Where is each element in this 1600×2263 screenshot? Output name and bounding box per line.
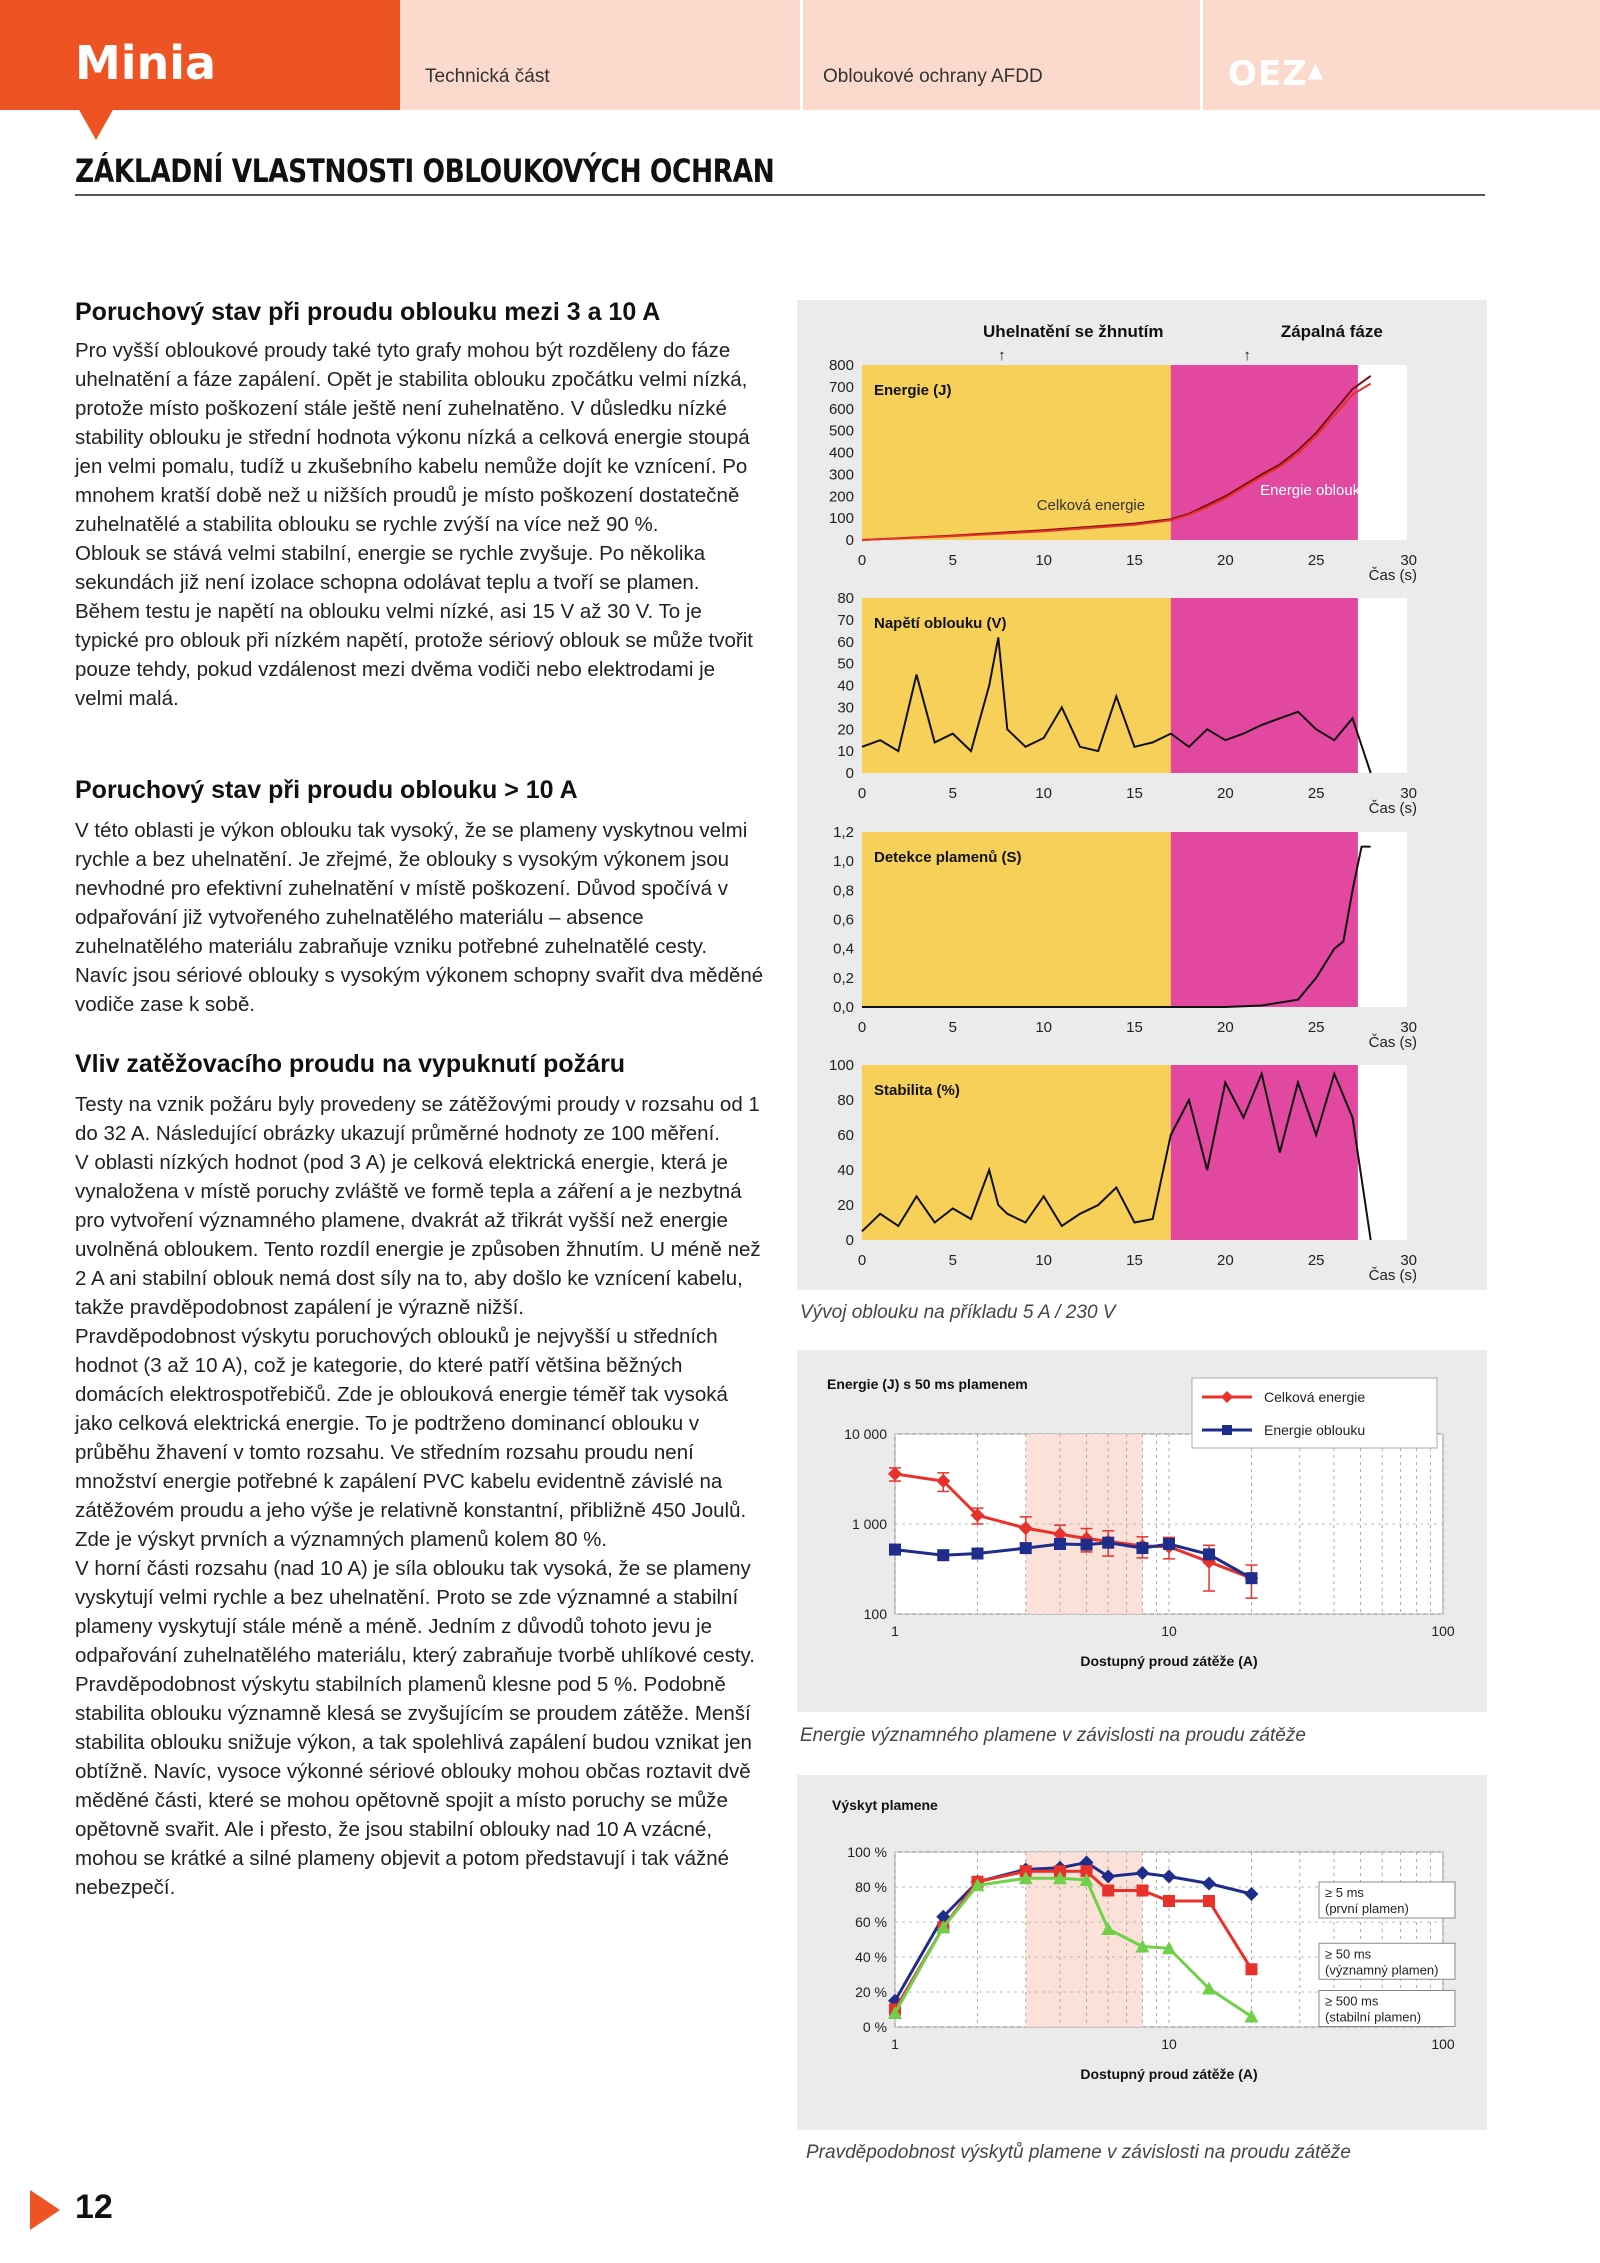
header-topic: Obloukové ochrany AFDD (823, 66, 1043, 87)
section-body (75, 816, 765, 1019)
x-tick-label: 30 (1400, 785, 1417, 802)
data-point (1245, 1572, 1257, 1584)
y-tick-label: 1 000 (851, 1516, 887, 1532)
x-tick-label: 20 (1216, 1019, 1234, 1036)
y-tick-label: 40 (837, 677, 854, 695)
x-tick-label: 10 (1035, 785, 1053, 802)
x-tick-label: 15 (1126, 785, 1143, 802)
series-label: Celková energie (1036, 497, 1146, 514)
y-tick-label: 0 (845, 1232, 854, 1249)
y-tick-label: 10 000 (844, 1426, 887, 1442)
chart-title: Stabilita (%) (874, 1082, 960, 1099)
series-label: ≥ 5 ms (1325, 1885, 1364, 1900)
y-tick-label: 0,8 (833, 882, 854, 900)
x-tick-label: 20 (1216, 552, 1234, 569)
data-point (1203, 1895, 1215, 1907)
x-tick-label: 1 (891, 2036, 899, 2052)
series-label: (stabilní plamen) (1325, 2009, 1422, 2025)
data-point (937, 1549, 949, 1561)
x-tick-label: 0 (857, 1252, 867, 1269)
data-point (1163, 1538, 1175, 1550)
x-tick-label: 5 (948, 1252, 958, 1269)
header-section: Technická část (425, 66, 550, 87)
y-tick-label: 300 (828, 466, 854, 484)
x-tick-label: 15 (1126, 1252, 1143, 1269)
y-tick-label: 50 (837, 655, 854, 673)
x-tick-label: 0 (857, 785, 867, 802)
x-tick-label: 10 (1035, 1019, 1053, 1036)
data-point (1245, 1963, 1257, 1975)
y-tick-label: 80 (837, 590, 854, 607)
chart-title: Napětí oblouku (V) (874, 615, 1007, 632)
x-tick-label: 10 (1161, 2036, 1177, 2052)
y-tick-label: 80 % (855, 1879, 887, 1895)
x-axis-label: Dostupný proud zátěže (A) (1080, 2066, 1258, 2082)
paragraph: V této oblasti je výkon oblouku tak vysoký, že se plameny vyskytnou velmi rychle a bez uhelnatění. Je zřejmé, že oblouky s vysokým výkonem jsou nevhodné pro efektivní zuhelnatění v místě poškození. Důvod spočívá v odpařování již vytvořeného zuhelnatělého materiálu – absence zuhelnatělého materiálu zabraňuje vzniku potřebné zuhelnatělé cesty. Navíc jsou sériové oblouky s vysokým výkonem schopny svařit dva měděné vodiče zase k sobě. (75, 819, 764, 1016)
x-tick-label: 25 (1307, 785, 1325, 802)
x-axis-label: Čas (s) (1368, 1034, 1417, 1051)
y-tick-label: 0,4 (833, 940, 854, 958)
page-number: 12 (75, 2188, 113, 2226)
paragraph: Testy na vznik požáru byly provedeny se zátěžovými proudy v rozsahu od 1 do 32 A. Následující obrázky ukazují průměrné hodnoty ze 100 měření. (75, 1093, 760, 1145)
section-body (75, 336, 765, 713)
arrow-icon: ↑ (998, 347, 1006, 364)
y-tick-label: 60 (837, 1127, 854, 1144)
header-divider (800, 0, 803, 110)
legend-marker (1222, 1425, 1232, 1435)
y-tick-label: 200 (828, 488, 854, 506)
x-axis-label: Dostupný proud zátěže (A) (1080, 1653, 1258, 1669)
post-test-area (1358, 365, 1407, 540)
x-tick-label: 15 (1126, 552, 1143, 569)
data-point (1054, 1538, 1066, 1550)
y-tick-label: 0 (845, 765, 854, 782)
title-rule (75, 194, 1485, 196)
x-tick-label: 30 (1400, 1019, 1417, 1036)
series-label: (první plamen) (1325, 1901, 1409, 1916)
paragraph: V horní části rozsahu (nad 10 A) je síla oblouku tak vysoká, že se plameny vyskytují velmi rychle a bez uhelnatění. Proto se zde významné a stabilní plameny vyskytují stále méně a méně. Jedním z důvodů tohoto jevu je odpařování zuhelnatělého materiálu, který zabraňuje tvorbě uhlíkové cesty. Pravděpodobnost výskytu stabilních plamenů klesne pod 5 %. Podobně stabilita oblouku významně klesá se zvyšujícím se proudem zátěže. Menší stabilita oblouku snižuje výkon, a tak spolehlivá zapálení budou vznikat jen obtížně. Navíc, vysoce výkonné sériové oblouky mohou občas roztavit dvě měděné části, které se mohou opětovně spojit a místo poruchy se může opětovně svařit. Ale i přesto, že jsou stabilní oblouky nad 10 A vzácné, mohou se krátké a silné plameny objevit a potom představují i tak vážné nebezpečí. (75, 1557, 755, 1899)
y-tick-label: 60 % (855, 1914, 887, 1930)
x-tick-label: 25 (1307, 1252, 1325, 1269)
phase-ignition-area (1171, 365, 1358, 540)
flame-occurrence-chart (797, 1775, 1487, 2130)
section-heading: Vliv zatěžovacího proudu na vypuknutí požáru (75, 1050, 626, 1078)
energy-chart (797, 1350, 1487, 1712)
y-tick-label: 100 (828, 1057, 854, 1074)
y-tick-label: 0,6 (833, 911, 854, 929)
x-tick-label: 100 (1431, 2036, 1455, 2052)
y-tick-label: 0 % (862, 2019, 887, 2035)
figure-caption: Pravděpodobnost výskytů plamene v závislosti na proudu zátěže (806, 2142, 1351, 2163)
figure-energy (797, 1350, 1487, 1712)
post-test-area (1358, 598, 1407, 773)
data-point (1203, 1548, 1215, 1560)
legend-label: Celková energie (1264, 1389, 1366, 1405)
chart-title: Energie (J) (874, 382, 952, 399)
x-tick-label: 0 (857, 1019, 867, 1036)
y-tick-label: 80 (837, 1092, 854, 1109)
page-number-marker (30, 2190, 60, 2230)
y-tick-label: 30 (837, 699, 854, 717)
x-tick-label: 5 (948, 785, 958, 802)
paragraph: V oblasti nízkých hodnot (pod 3 A) je celková elektrická energie, která je vynaložena v místě poruchy zvláště ve formě tepla a záření a je nezbytná pro vytvoření významného plamene, dvakrát až třikrát vyšší než energie uvolněná obloukem. Tento rozdíl energie je způsoben žhnutím. U méně než 2 A ani stabilní oblouk nemá dost síly na to, aby došlo ke vznícení kabelu, takže pravděpodobnost zapálení je výrazně nižší. (75, 1151, 761, 1319)
y-tick-label: 40 (837, 1162, 854, 1179)
paragraph: Pro vyšší obloukové proudy také tyto grafy mohou být rozděleny do fáze uhelnatění a fáze zapálení. Opět je stabilita oblouku zpočátku velmi nízká, protože místo poškození stále ještě není zuhelnatěno. V důsledku nízké stability oblouku je střední hodnota výkonu nízká a celková energie stoupá jen velmi pomalu, tudíž u zkušebního kabelu nemůže dojít ke vznícení. Po mnohem kratší době než u nižších proudů je místo poškození dostatečně zuhelnatělé a stabilita oblouku se rychle zvýší na více než 90 %. (75, 339, 750, 536)
y-tick-label: 20 % (855, 1984, 887, 2000)
x-tick-label: 25 (1307, 552, 1325, 569)
series-label: Energie oblouku (1260, 482, 1369, 499)
x-tick-label: 10 (1035, 552, 1053, 569)
section-heading: Poruchový stav při proudu oblouku > 10 A (75, 776, 578, 804)
figure-arc-development (797, 300, 1487, 1290)
post-test-area (1358, 832, 1407, 1007)
y-tick-label: 100 (828, 510, 854, 528)
chart-title: Výskyt plamene (832, 1797, 938, 1813)
y-tick-label: 1,0 (833, 853, 854, 871)
header-divider (1200, 0, 1203, 110)
x-axis-label: Čas (s) (1368, 800, 1417, 817)
y-tick-label: 70 (837, 611, 854, 629)
y-tick-label: 20 (837, 1197, 854, 1214)
data-point (1020, 1542, 1032, 1554)
brand-pointer (78, 108, 114, 140)
x-tick-label: 10 (1035, 1252, 1053, 1269)
y-tick-label: 600 (828, 400, 854, 418)
series-label: (významný plamen) (1325, 1962, 1439, 1978)
legend-label: Energie oblouku (1264, 1422, 1366, 1438)
paragraph: Oblouk se stává velmi stabilní, energie se rychle zvyšuje. Po několika sekundách již není izolace schopna odolávat teplu a tvoří se plamen. Během testu je napětí na oblouku velmi nízké, asi 15 V až 30 V. To je typické pro oblouk při nízkém napětí, protože sériový oblouk se může tvořit pouze tehdy, pokud vzdálenost mezi dvěma vodiči nebo elektrodami je velmi malá. (75, 542, 753, 710)
phase-ignition-area (1171, 832, 1358, 1007)
y-tick-label: 700 (828, 378, 854, 396)
data-point (889, 1544, 901, 1556)
arc-development-charts (797, 300, 1487, 1290)
figure-caption: Energie významného plamene v závislosti na proudu zátěže (800, 1725, 1306, 1746)
page-title: ZÁKLADNÍ VLASTNOSTI OBLOUKOVÝCH OCHRAN (75, 152, 775, 190)
y-tick-label: 100 (863, 1606, 887, 1622)
chart-title: Detekce plamenů (S) (874, 849, 1022, 866)
x-axis-label: Čas (s) (1368, 1267, 1417, 1284)
y-tick-label: 60 (837, 633, 854, 651)
x-tick-label: 5 (948, 1019, 958, 1036)
y-tick-label: 100 % (847, 1844, 887, 1860)
figure-flame-occurrence (797, 1775, 1487, 2130)
oez-logo: OEZ▲ (1228, 54, 1325, 94)
x-tick-label: 30 (1400, 1252, 1417, 1269)
y-tick-label: 500 (828, 422, 854, 440)
phase-label: Zápalná fáze (1280, 322, 1383, 341)
x-tick-label: 5 (948, 552, 958, 569)
y-tick-label: 400 (828, 444, 854, 462)
y-tick-label: 800 (828, 357, 854, 374)
paragraph: Pravděpodobnost výskytu poruchových oblouků je nejvyšší u středních hodnot (3 až 10 A), což je kategorie, do které patří většina běžných domácích elektrospotřebičů. Zde je oblouková energie téměř tak vysoká jako celková elektrická energie. To je podtrženo dominancí oblouku v průběhu žhavení v tomto rozsahu. Ve středním rozsahu proudu není množství energie potřebné k zapálení PVC kabelu evidentně závislé na zátěžovém proudu a jeho výše je relativně konstantní, přibližně 450 Joulů. Zde je výskyt prvních a významných plamenů kolem 80 %. (75, 1325, 747, 1551)
brand-name: Minia (75, 36, 217, 90)
data-point (1081, 1539, 1093, 1551)
y-tick-label: 0 (845, 532, 854, 549)
chart-title: Energie (J) s 50 ms plamenem (827, 1376, 1028, 1392)
x-tick-label: 25 (1307, 1019, 1325, 1036)
x-tick-label: 20 (1216, 1252, 1234, 1269)
x-tick-label: 20 (1216, 785, 1234, 802)
x-tick-label: 10 (1161, 1623, 1177, 1639)
post-test-area (1358, 1065, 1407, 1240)
data-point (971, 1548, 983, 1560)
phase-label: Uhelnatění se žhnutím (983, 322, 1164, 341)
section-body (75, 1090, 765, 1902)
data-point (1136, 1542, 1148, 1554)
series-label: ≥ 50 ms (1325, 1946, 1372, 1962)
data-point (1102, 1537, 1114, 1549)
data-point (1163, 1895, 1175, 1907)
y-tick-label: 10 (837, 743, 854, 761)
series-label: ≥ 500 ms (1325, 1993, 1379, 2009)
x-axis-label: Čas (s) (1368, 567, 1417, 584)
x-tick-label: 0 (857, 552, 867, 569)
y-tick-label: 20 (837, 721, 854, 739)
x-tick-label: 15 (1126, 1019, 1143, 1036)
arrow-icon: ↑ (1243, 347, 1251, 364)
y-tick-label: 1,2 (833, 824, 854, 841)
x-tick-label: 30 (1400, 552, 1417, 569)
data-point (1102, 1885, 1114, 1897)
x-tick-label: 100 (1431, 1623, 1455, 1639)
x-tick-label: 1 (891, 1623, 899, 1639)
data-point (1136, 1885, 1148, 1897)
phase-ignition-area (1171, 598, 1358, 773)
figure-caption: Vývoj oblouku na příkladu 5 A / 230 V (800, 1302, 1116, 1323)
section-heading: Poruchový stav při proudu oblouku mezi 3 a 10 A (75, 298, 661, 326)
y-tick-label: 0,2 (833, 969, 854, 987)
y-tick-label: 40 % (855, 1949, 887, 1965)
y-tick-label: 0,0 (833, 999, 854, 1016)
